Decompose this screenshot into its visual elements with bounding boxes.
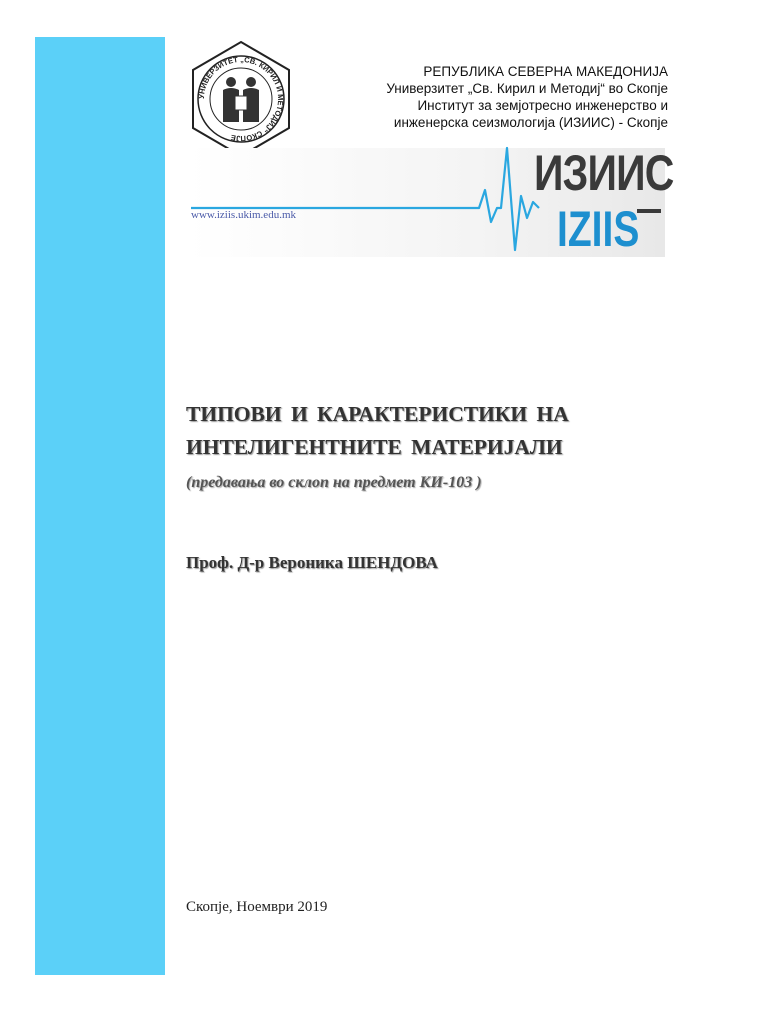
iziis-logo-latin: IZIIS <box>557 201 640 257</box>
title-line-1: ТИПОВИ И КАРАКТЕРИСТИКИ НА <box>186 402 569 426</box>
document-subtitle: (предавања во склоп на предмет КИ-103 ) <box>186 474 482 491</box>
side-accent-bar <box>35 37 165 975</box>
institution-header <box>338 63 668 131</box>
institute-name-line2: инженерска сеизмологија (ИЗИИС) - Скопје <box>393 115 668 130</box>
institute-name-line1: Институт за земјотресно инженерство и <box>417 98 668 113</box>
document-title <box>186 398 706 464</box>
author-name: Проф. Д-р Вероника ШЕНДОВА <box>186 553 438 572</box>
iziis-logo-cyrillic: ИЗИИС <box>534 145 674 201</box>
university-name: Универзитет „Св. Кирил и Методиј“ во Скопје <box>386 81 668 96</box>
university-seal-logo <box>189 40 293 158</box>
title-line-2: ИНТЕЛИГЕНТНИТЕ МАТЕРИЈАЛИ <box>186 435 563 459</box>
place-and-date: Скопје, Ноември 2019 <box>186 899 328 915</box>
country-name: РЕПУБЛИКА СЕВЕРНА МАКЕДОНИЈА <box>423 64 668 79</box>
seal-ring-text: УНИВЕРЗИТЕТ „СВ. КИРИЛ И МЕТОДИЈ“ СКОПЈЕ <box>196 54 286 144</box>
website-url[interactable]: www.iziis.ukim.edu.mk <box>191 209 296 221</box>
